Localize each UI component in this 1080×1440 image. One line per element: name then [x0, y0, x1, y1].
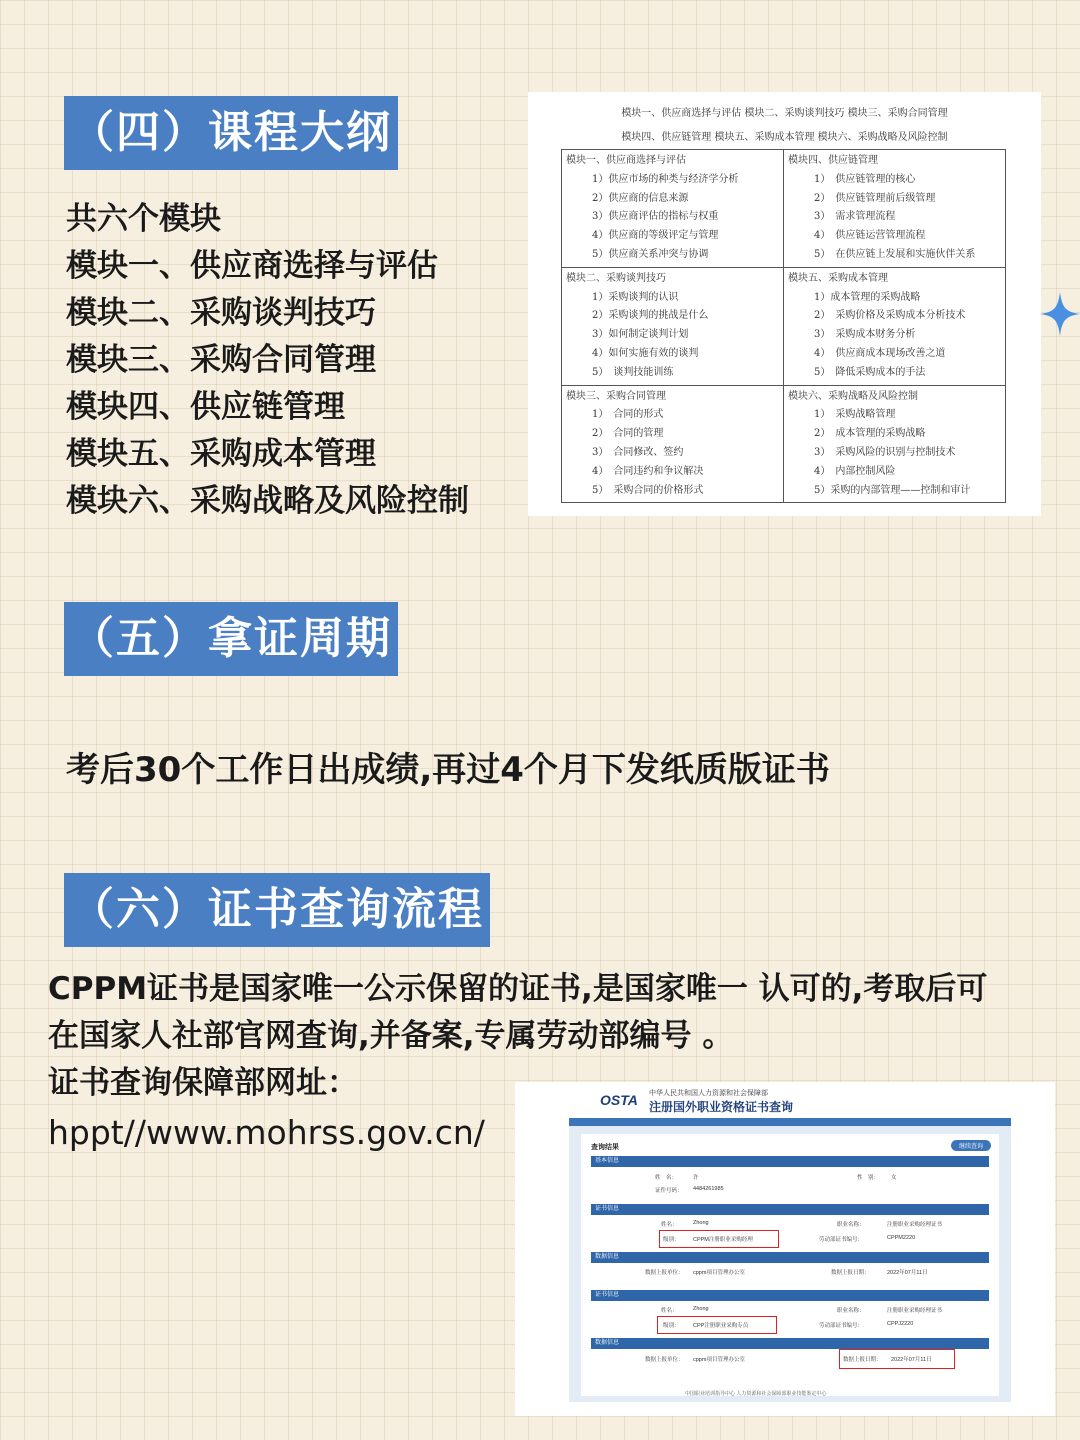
- cell-item: 4） 合同违约和争议解决: [592, 465, 704, 477]
- table-cell: [784, 150, 1006, 268]
- module-summary: 共六个模块: [66, 201, 221, 237]
- cell-item: 1） 采购战略管理: [814, 409, 896, 421]
- result-label: 查询结果: [591, 1144, 619, 1151]
- cert-name-label: 职业名称：: [837, 1308, 865, 1314]
- unit-value: cppm项目管理办公室: [693, 1270, 745, 1276]
- cell-item: 2）供应商的信息来源: [592, 192, 689, 204]
- section-cert: 证书信息: [591, 1290, 989, 1301]
- cell-item: 2） 采购价格及采购成本分析技术: [814, 310, 966, 322]
- holder-label: 姓名：: [661, 1308, 678, 1314]
- query-line: 证书查询保障部网址：: [48, 1065, 358, 1101]
- cell-item: 3）供应商评估的指标与权重: [592, 211, 719, 223]
- level-value: CPP注册职业采购专员: [693, 1323, 749, 1329]
- module-item: 模块六、采购战略及风险控制: [66, 483, 469, 519]
- unit-value: cppm项目管理办公室: [693, 1357, 745, 1363]
- cell-item: 5） 在供应链上发展和实施伙伴关系: [814, 248, 976, 260]
- date-value: 2022年07月11日: [891, 1357, 932, 1363]
- cert-org: 中华人民共和国人力资源和社会保障部: [649, 1090, 768, 1097]
- cert-frame: [569, 1118, 1011, 1402]
- table-cell: [562, 267, 784, 385]
- cell-item: 4）如何实施有效的谈判: [592, 347, 699, 359]
- name-label: 姓 名：: [655, 1175, 678, 1181]
- date-label: 数据上报日期：: [843, 1357, 882, 1363]
- table-header-row-1: 模块一、供应商选择与评估 模块二、采购谈判技巧 模块三、采购合同管理: [621, 108, 948, 119]
- cert-inner: [581, 1134, 999, 1396]
- level-value: CPPM注册职业采购经理: [693, 1237, 753, 1243]
- module-item: 模块三、采购合同管理: [66, 342, 376, 378]
- module-item: 模块一、供应商选择与评估: [66, 248, 438, 284]
- level-label: 级别：: [663, 1237, 680, 1243]
- cell-item: 1）供应市场的种类与经济学分析: [592, 173, 739, 185]
- cert-name-value: 注册职业采购经理证书: [887, 1308, 943, 1314]
- gender-value: 女: [891, 1175, 897, 1181]
- module-list: [66, 196, 469, 525]
- table-cell: [784, 385, 1006, 503]
- cell-title: 模块四、供应链管理: [788, 155, 878, 166]
- cert-title: 注册国外职业资格证书查询: [649, 1100, 794, 1114]
- id-value: 4484261985: [693, 1186, 724, 1192]
- unit-label: 数据上报单位：: [645, 1270, 684, 1276]
- table-cell: [562, 150, 784, 268]
- cell-item: 5） 采购合同的价格形式: [592, 484, 704, 496]
- cell-item: 2）采购谈判的挑战是什么: [592, 310, 709, 322]
- syllabus-table-image: [528, 92, 1041, 516]
- cell-item: 4） 供应商成本现场改善之道: [814, 347, 946, 359]
- cell-item: 1）成本管理的采购战略: [814, 291, 921, 303]
- cert-no-value: CPPJ2220: [887, 1321, 914, 1327]
- module-item: 模块二、采购谈判技巧: [66, 295, 376, 331]
- cycle-text: 考后30个工作日出成绩,再过4个月下发纸质版证书: [66, 750, 830, 790]
- cell-item: 4）供应商的等级评定与管理: [592, 230, 719, 242]
- sparkle-icon: [1038, 290, 1080, 338]
- cert-name-value: 注册职业采购经理证书: [887, 1222, 943, 1228]
- cell-item: 1）采购谈判的认识: [592, 291, 679, 303]
- module-item: 模块五、采购成本管理: [66, 436, 376, 472]
- cert-query-screenshot: [515, 1082, 1055, 1416]
- cell-item: 2） 合同的管理: [592, 428, 664, 440]
- section-cert: 证书信息: [591, 1204, 989, 1215]
- cell-item: 5） 谈判技能训练: [592, 366, 674, 378]
- cell-item: 4） 供应链运营管理流程: [814, 230, 926, 242]
- cert-footer: 中国职业培训指导中心 人力资源和社会保障部职业技能鉴定中心: [685, 1391, 827, 1397]
- cell-item: 3） 需求管理流程: [814, 211, 896, 223]
- query-line: CPPM证书是国家唯一公示保留的证书,是国家唯一 认可的,考取后可: [48, 971, 988, 1007]
- osta-logo: OSTA: [600, 1092, 638, 1108]
- cell-title: 模块五、采购成本管理: [788, 272, 888, 284]
- date-label: 数据上报日期：: [831, 1270, 870, 1276]
- cell-item: 2） 成本管理的采购战略: [814, 428, 926, 440]
- cycle-heading: （五）拿证周期: [64, 602, 398, 676]
- section-data: 数据信息: [591, 1338, 989, 1349]
- name-value: 许: [693, 1175, 699, 1181]
- cert-name-label: 职业名称：: [837, 1222, 865, 1228]
- holder-value: Zhong: [693, 1220, 709, 1226]
- section-data: 数据信息: [591, 1252, 989, 1263]
- module-item: 模块四、供应链管理: [66, 389, 345, 425]
- level-label: 级别：: [663, 1323, 680, 1329]
- cell-item: 2） 供应链管理前后级管理: [814, 192, 936, 204]
- cell-item: 5）采购的内部管理——控制和审计: [814, 484, 971, 496]
- id-label: 证件号码：: [655, 1188, 683, 1194]
- date-value: 2022年07月11日: [887, 1270, 928, 1276]
- table-cell: [562, 385, 784, 503]
- cell-item: 1） 合同的形式: [592, 409, 664, 421]
- cell-title: 模块六、采购战略及风险控制: [788, 390, 918, 402]
- cell-item: 3） 合同修改、签约: [592, 446, 684, 458]
- gender-label: 性 别：: [857, 1175, 880, 1181]
- cell-title: 模块二、采购谈判技巧: [566, 272, 666, 284]
- cert-no-value: CPPM2220: [887, 1235, 916, 1241]
- query-line: 在国家人社部官网查询,并备案,专属劳动部编号 。: [48, 1018, 734, 1054]
- query-heading: （六）证书查询流程: [64, 873, 490, 947]
- unit-label: 数据上报单位：: [645, 1357, 684, 1363]
- cert-no-label: 劳动部证书编号：: [819, 1323, 864, 1329]
- cell-title: 模块一、供应商选择与评估: [566, 155, 686, 166]
- cell-item: 3）如何制定谈判计划: [592, 329, 689, 341]
- cell-item: 4） 内部控制风险: [814, 465, 896, 477]
- syllabus-heading: （四）课程大纲: [64, 96, 398, 170]
- cell-item: 1） 供应链管理的核心: [814, 173, 916, 185]
- table-cell: [784, 267, 1006, 385]
- table-header-row-2: 模块四、供应链管理 模块五、采购成本管理 模块六、采购战略及风险控制: [621, 132, 948, 143]
- holder-label: 姓名：: [661, 1222, 678, 1228]
- syllabus-table: [561, 149, 1006, 503]
- cell-item: 3） 采购成本财务分析: [814, 329, 916, 341]
- cell-item: 5）供应商关系冲突与协调: [592, 248, 709, 260]
- cell-item: 5） 降低采购成本的手法: [814, 366, 926, 378]
- query-url[interactable]: hppt//www.mohrss.gov.cn/: [48, 1113, 485, 1152]
- cell-title: 模块三、采购合同管理: [566, 390, 666, 402]
- section-basic: 基本信息: [591, 1156, 989, 1167]
- cell-item: 3） 采购风险的识别与控制技术: [814, 446, 956, 458]
- back-button[interactable]: 继续查询: [951, 1140, 991, 1151]
- cert-no-label: 劳动部证书编号：: [819, 1237, 864, 1243]
- holder-value: Zhong: [693, 1306, 709, 1312]
